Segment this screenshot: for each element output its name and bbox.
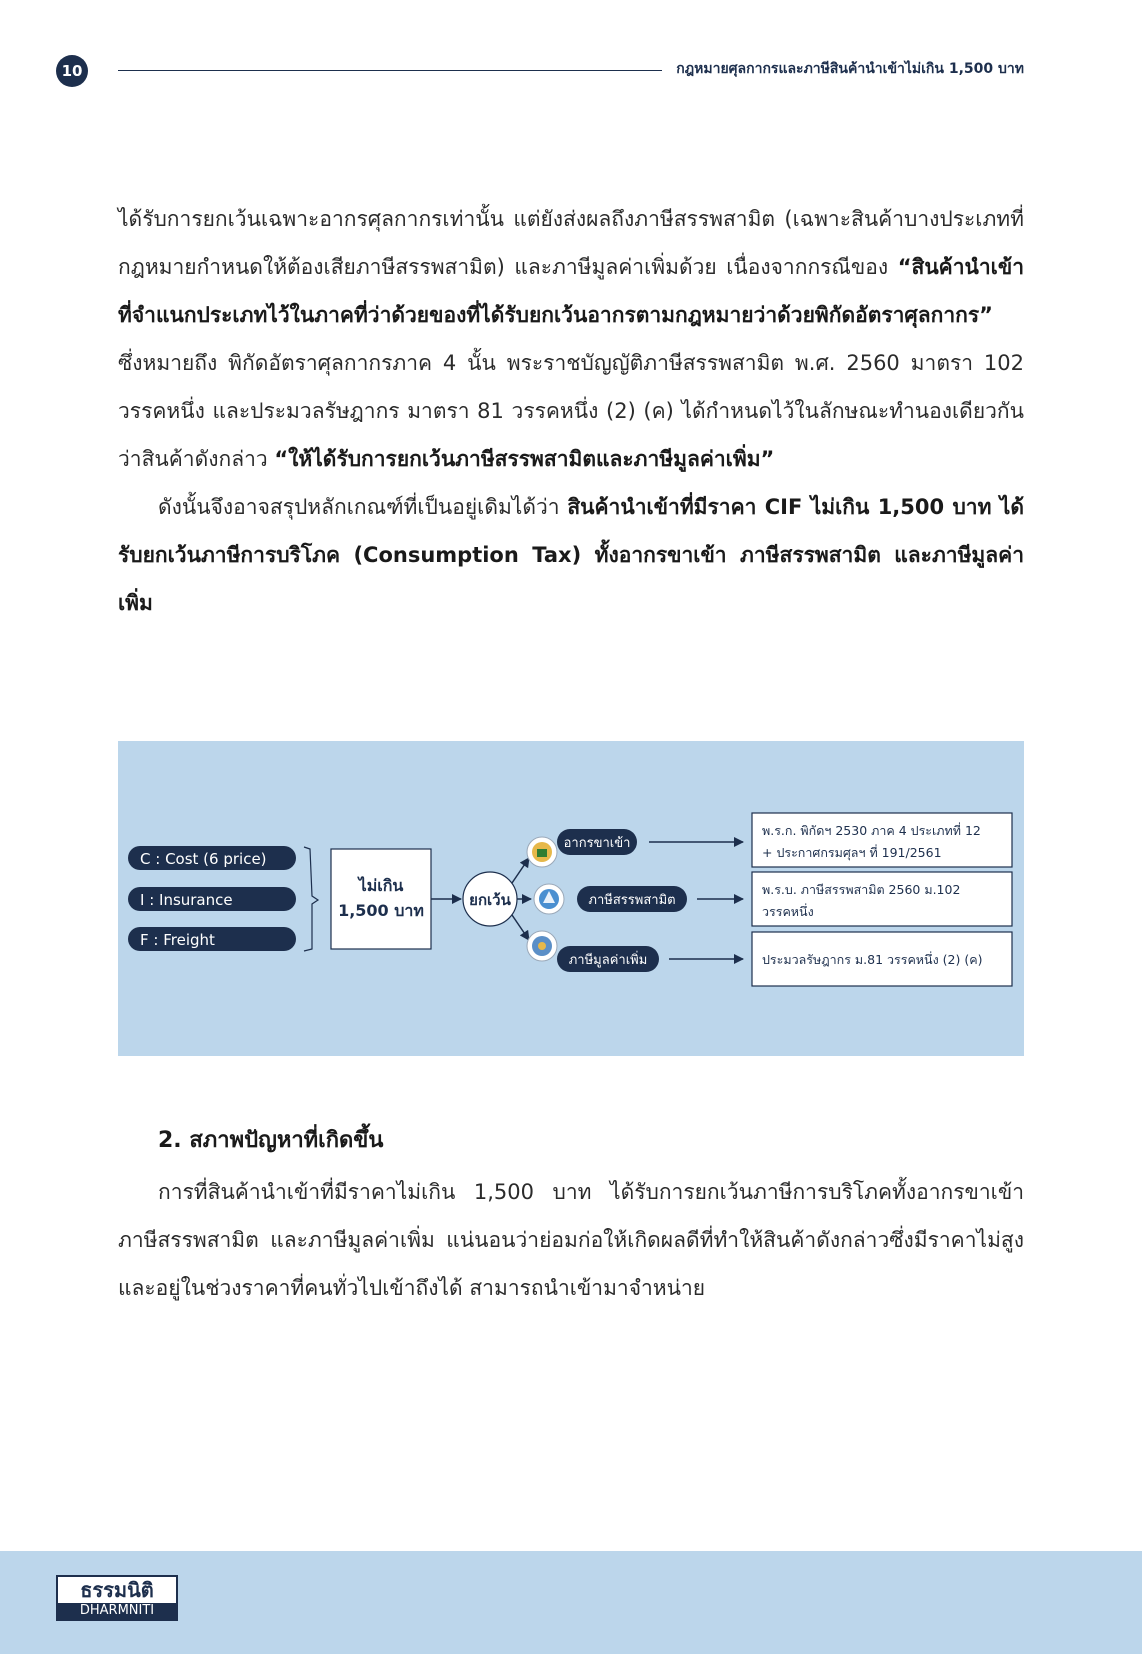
cif-cost-pill <box>128 846 296 870</box>
running-title: กฎหมายศุลกากรและภาษีสินค้านำเข้าไม่เกิน 1,500 บาท <box>676 61 1024 77</box>
branch-arrow-vat <box>512 915 529 940</box>
page-number: 10 <box>56 55 88 87</box>
cif-brace <box>304 847 318 951</box>
dharmniti-logo <box>56 1575 178 1621</box>
law-customs-line-2: + ประกาศกรมศุลฯ ที่ 191/2561 <box>762 845 942 860</box>
tax-pill-customs <box>557 829 637 855</box>
law-vat-line-1: ประมวลรัษฎากร ม.81 วรรคหนึ่ง (2) (ค) <box>762 952 983 967</box>
paragraph-1-text-b: ซึ่งหมายถึง พิกัดอัตราศุลกากรภาค 4 นั้น พระราชบัญญัติภาษีสรรพสามิต พ.ศ. 2560 มาตรา 102 วรรคหนึ่ง และประมวลรัษฎากร มาตรา 81 วรรคหนึ่ง (2) (ค) ได้กำหนดไว้ในลักษณะทำนองเดียวกันว่าสินค้าดังกล่าว <box>118 351 1024 471</box>
section-2-heading: 2. สภาพปัญหาที่เกิดขึ้น <box>158 1128 384 1153</box>
paragraph-2 <box>118 483 1024 627</box>
law-customs-line-1: พ.ร.ก. พิกัดฯ 2530 ภาค 4 ประเภทที่ 12 <box>762 823 981 838</box>
paragraph-2-bold: สินค้านำเข้าที่มีราคา CIF ไม่เกิน 1,500 บาท ได้รับยกเว้นภาษีการบริโภค (Consumption Tax) ทั้งอากรขาเข้า ภาษีสรรพสามิต และภาษีมูลค่าเพิ่ม <box>118 495 1024 615</box>
logo-thai-text: ธรรมนิติ <box>80 1578 154 1602</box>
header-rule <box>118 70 662 71</box>
cif-insurance-pill <box>128 887 296 911</box>
customs-emblem-icon <box>527 837 557 867</box>
excise-emblem-icon <box>534 884 564 914</box>
law-box-customs <box>752 813 1012 867</box>
law-excise-line-2: วรรคหนึ่ง <box>762 904 814 919</box>
branch-arrow-customs <box>512 858 529 883</box>
exempt-label: ยกเว้น <box>469 891 511 909</box>
tax-pill-excise <box>577 886 687 912</box>
paragraph-1-bold-a: “สินค้านำเข้าที่จำแนกประเภทไว้ในภาคที่ว่าด้วยของที่ได้รับยกเว้นอากรตามกฎหมายว่าด้วยพิกัดอัตราศุลกากร” <box>118 255 1024 327</box>
tax-pill-vat <box>557 946 659 972</box>
logo-english-text: DHARMNITI <box>58 1603 176 1619</box>
revenue-emblem-icon <box>527 931 557 961</box>
cif-exemption-diagram <box>118 741 1024 1056</box>
cif-freight-pill <box>128 927 296 951</box>
tax-label-customs: อากรขาเข้า <box>563 836 631 851</box>
threshold-line-1: ไม่เกิน <box>358 876 404 895</box>
tax-label-excise: ภาษีสรรพสามิต <box>588 893 676 908</box>
paragraph-1 <box>118 195 1024 627</box>
cif-insurance-label: I : Insurance <box>140 891 233 909</box>
paragraph-2-text: ดังนั้นจึงอาจสรุปหลักเกณฑ์ที่เป็นอยู่เดิมได้ว่า <box>158 495 568 519</box>
law-excise-line-1: พ.ร.บ. ภาษีสรรพสามิต 2560 ม.102 <box>762 882 961 897</box>
law-box-excise <box>752 872 1012 926</box>
diagram-canvas <box>118 741 1024 1056</box>
cif-cost-label: C : Cost (6 price) <box>140 850 267 868</box>
paragraph-1-bold-b: “ให้ได้รับการยกเว้นภาษีสรรพสามิตและภาษีมูลค่าเพิ่ม” <box>274 447 775 471</box>
law-box-vat <box>752 932 1012 986</box>
exempt-circle <box>463 872 517 926</box>
threshold-line-2: 1,500 บาท <box>338 901 424 920</box>
tax-label-vat: ภาษีมูลค่าเพิ่ม <box>568 953 648 968</box>
cif-freight-label: F : Freight <box>140 931 215 949</box>
section-2-paragraph: การที่สินค้านำเข้าที่มีราคาไม่เกิน 1,500 บาท ได้รับการยกเว้นภาษีการบริโภคทั้งอากรขาเข้า ภาษีสรรพสามิต และภาษีมูลค่าเพิ่ม แน่นอนว่าย่อมก่อให้เกิดผลดีที่ทำให้สินค้าดังกล่าวซึ่งมีราคาไม่สูงและอยู่ในช่วงราคาที่คนทั่วไปเข้าถึงได้ สามารถนำเข้ามาจำหน่าย <box>118 1180 1024 1300</box>
paragraph-1-text-a: ได้รับการยกเว้นเฉพาะอากรศุลกากรเท่านั้น แต่ยังส่งผลถึงภาษีสรรพสามิต (เฉพาะสินค้าบางประเภทที่กฎหมายกำหนดให้ต้องเสียภาษีสรรพสามิต) และภาษีมูลค่าเพิ่มด้วย เนื่องจากกรณีของ <box>118 207 1024 279</box>
threshold-box <box>331 849 431 949</box>
